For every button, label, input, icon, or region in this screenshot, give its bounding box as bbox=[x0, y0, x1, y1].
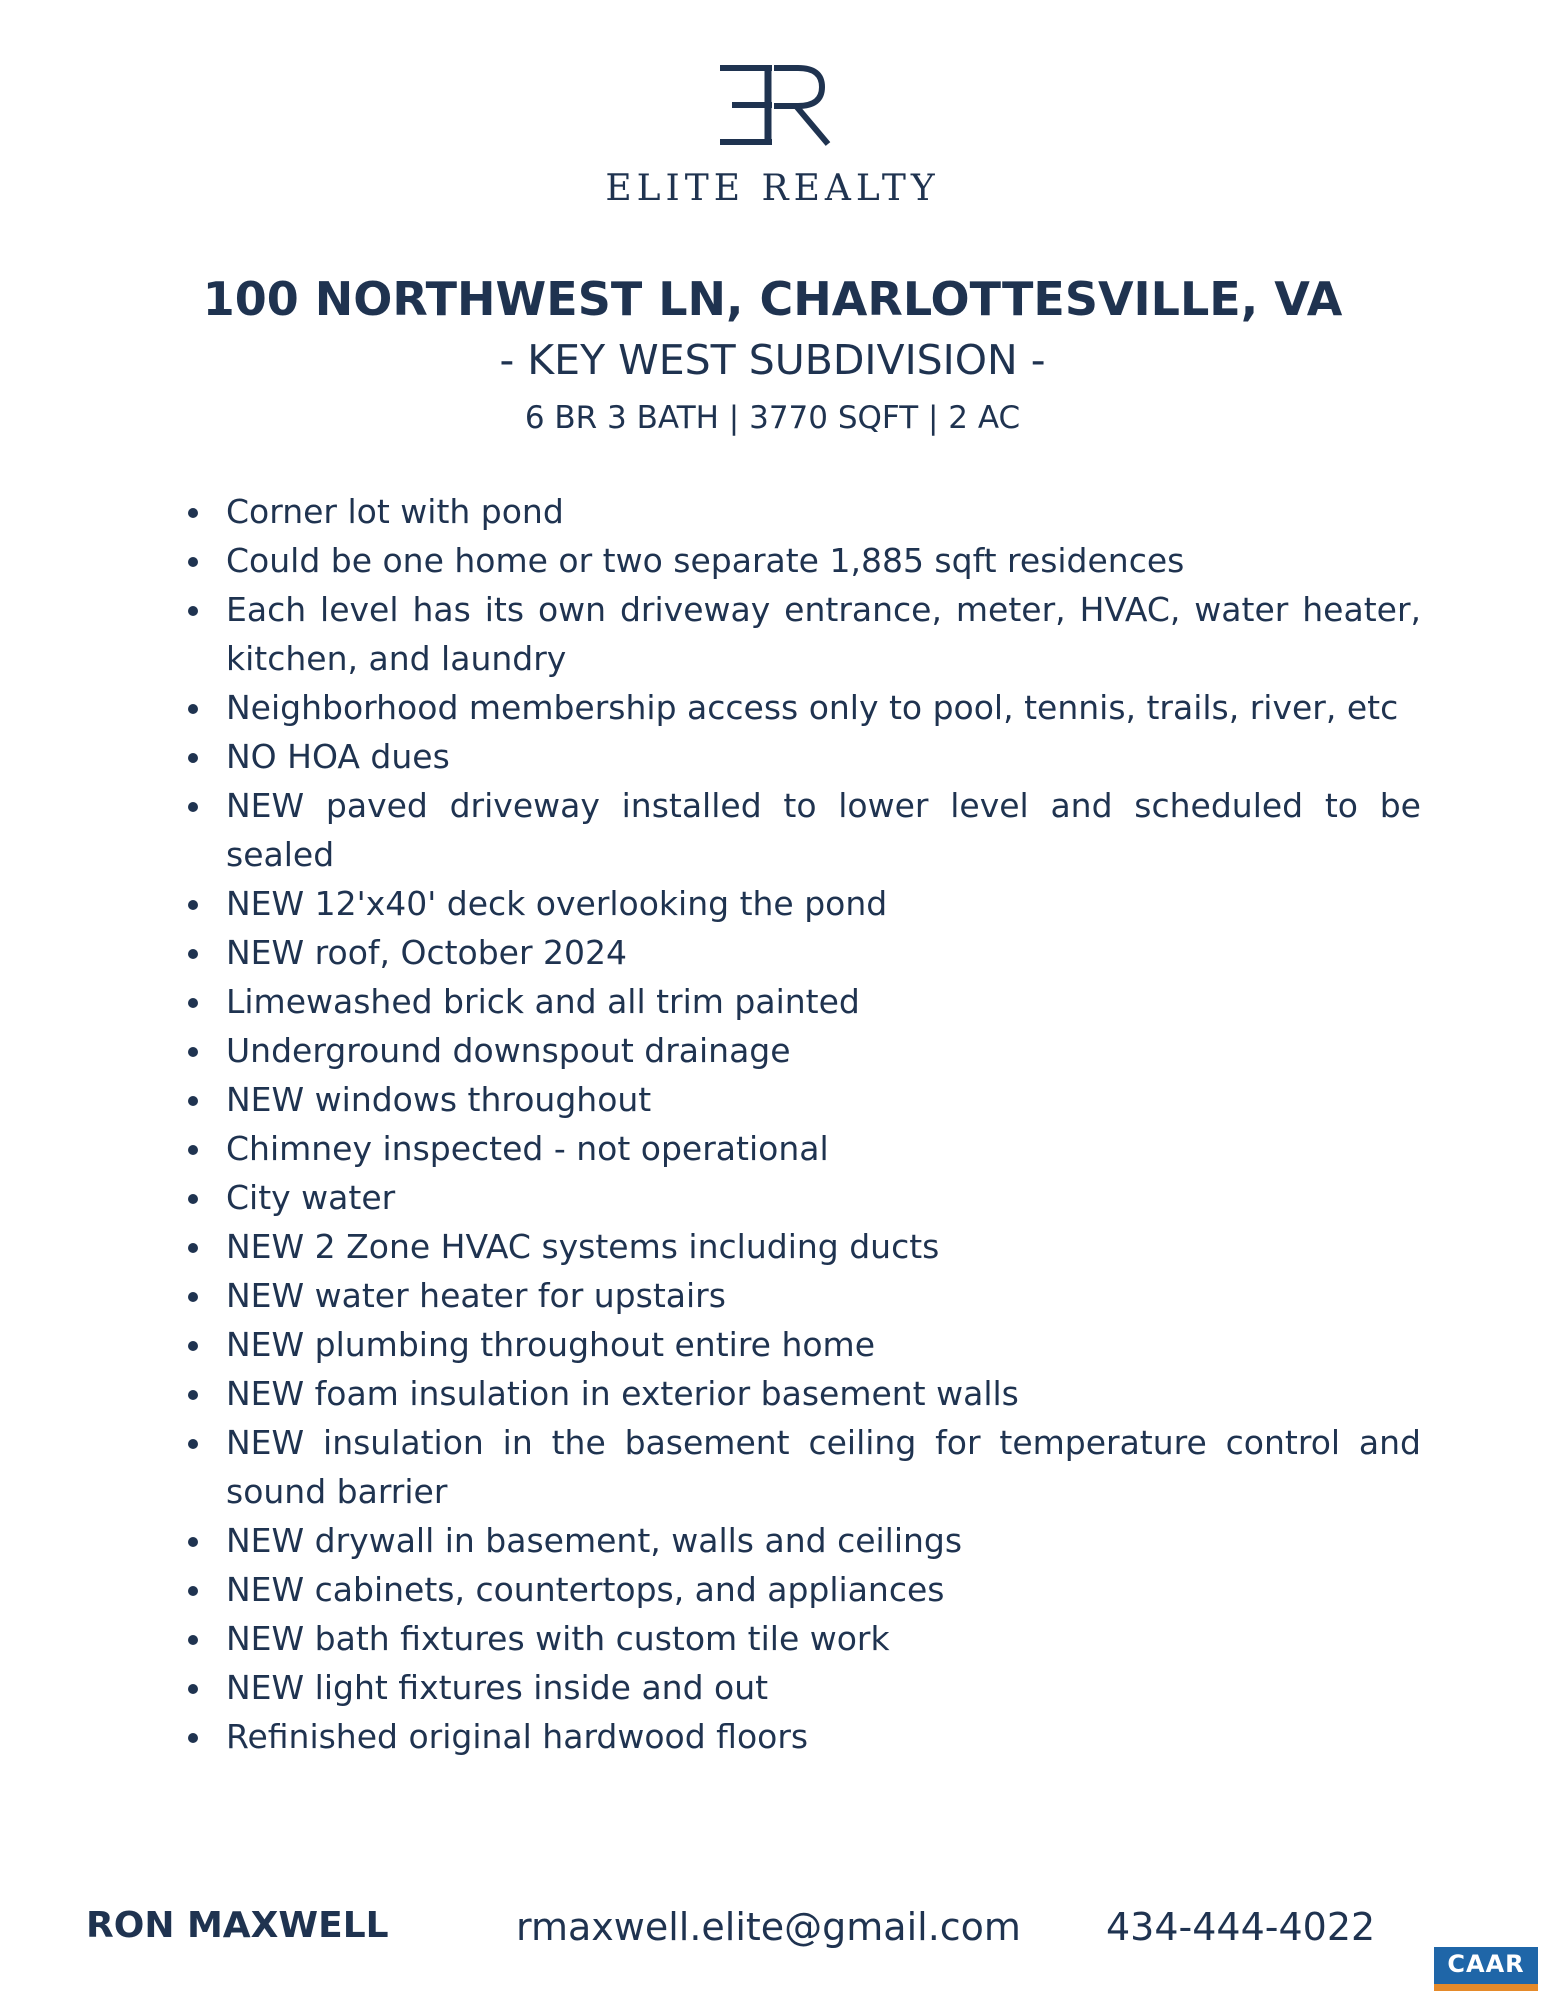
feature-item bbox=[226, 732, 1421, 781]
feature-item bbox=[226, 1369, 1421, 1418]
feature-item bbox=[226, 1516, 1421, 1565]
feature-text: Limewashed brick and all trim painted bbox=[226, 982, 860, 1021]
feature-text: NEW cabinets, countertops, and appliances bbox=[226, 1570, 945, 1609]
bullet-icon bbox=[188, 1243, 198, 1253]
agent-email[interactable]: rmaxwell.elite@gmail.com bbox=[516, 1905, 1021, 1949]
feature-text: City water bbox=[226, 1178, 396, 1217]
feature-text: Refinished original hardwood floors bbox=[226, 1717, 809, 1756]
bullet-icon bbox=[188, 1096, 198, 1106]
feature-item bbox=[226, 1712, 1421, 1761]
bullet-icon bbox=[188, 900, 198, 910]
feature-text: NEW light fixtures inside and out bbox=[226, 1668, 769, 1707]
feature-text: Neighborhood membership access only to pool, tennis, trails, river, etc bbox=[226, 688, 1399, 727]
feature-item bbox=[226, 1222, 1421, 1271]
bullet-icon bbox=[188, 704, 198, 714]
feature-item bbox=[226, 585, 1421, 683]
feature-text: Each level has its own driveway entrance, meter, HVAC, water heater, kitchen, and laundry bbox=[226, 590, 1421, 678]
bullet-icon bbox=[188, 1586, 198, 1596]
bullet-icon bbox=[188, 1684, 198, 1694]
feature-item bbox=[226, 1663, 1421, 1712]
feature-item bbox=[226, 1124, 1421, 1173]
feature-text: NEW roof, October 2024 bbox=[226, 933, 628, 972]
feature-text: Could be one home or two separate 1,885 sqft residences bbox=[226, 541, 1185, 580]
feature-item bbox=[226, 536, 1421, 585]
feature-item bbox=[226, 1173, 1421, 1222]
feature-item bbox=[226, 928, 1421, 977]
feature-item bbox=[226, 1271, 1421, 1320]
feature-item bbox=[226, 487, 1421, 536]
bullet-icon bbox=[188, 1341, 198, 1351]
feature-item bbox=[226, 879, 1421, 928]
bullet-icon bbox=[188, 998, 198, 1008]
feature-text: NEW water heater for upstairs bbox=[226, 1276, 726, 1315]
bullet-icon bbox=[188, 1635, 198, 1645]
brand-logo bbox=[0, 60, 1545, 209]
bullet-icon bbox=[188, 1047, 198, 1057]
bullet-icon bbox=[188, 1537, 198, 1547]
feature-text: NEW 2 Zone HVAC systems including ducts bbox=[226, 1227, 940, 1266]
feature-item bbox=[226, 1565, 1421, 1614]
bullet-icon bbox=[188, 949, 198, 959]
feature-item bbox=[226, 683, 1421, 732]
feature-text: NEW 12'x40' deck overlooking the pond bbox=[226, 884, 888, 923]
bullet-icon bbox=[188, 1292, 198, 1302]
bullet-icon bbox=[188, 508, 198, 518]
feature-item bbox=[226, 1026, 1421, 1075]
property-specs: 6 BR 3 BATH | 3770 SQFT | 2 AC bbox=[524, 400, 1021, 436]
feature-text: NEW bath fixtures with custom tile work bbox=[226, 1619, 890, 1658]
feature-text: NEW foam insulation in exterior basement walls bbox=[226, 1374, 1019, 1413]
subdivision-name: - KEY WEST SUBDIVISION - bbox=[499, 336, 1046, 384]
feature-item bbox=[226, 1075, 1421, 1124]
brand-name: ELITE REALTY bbox=[605, 168, 940, 209]
er-monogram-icon bbox=[698, 60, 848, 150]
feature-text: Underground downspout drainage bbox=[226, 1031, 791, 1070]
feature-text: Chimney inspected - not operational bbox=[226, 1129, 829, 1168]
feature-text: NO HOA dues bbox=[226, 737, 450, 776]
feature-text: NEW plumbing throughout entire home bbox=[226, 1325, 876, 1364]
property-address: 100 NORTHWEST LN, CHARLOTTESVILLE, VA bbox=[202, 272, 1343, 326]
contact-footer bbox=[0, 1905, 1545, 1965]
agent-phone[interactable]: 434-444-4022 bbox=[1106, 1905, 1376, 1949]
feature-text: Corner lot with pond bbox=[226, 492, 564, 531]
bullet-icon bbox=[188, 557, 198, 567]
bullet-icon bbox=[188, 606, 198, 616]
feature-item bbox=[226, 781, 1421, 879]
bullet-icon bbox=[188, 802, 198, 812]
bullet-icon bbox=[188, 1390, 198, 1400]
bullet-icon bbox=[188, 1145, 198, 1155]
feature-item bbox=[226, 1614, 1421, 1663]
agent-name: RON MAXWELL bbox=[86, 1905, 389, 1946]
feature-item bbox=[226, 977, 1421, 1026]
bullet-icon bbox=[188, 1194, 198, 1204]
bullet-icon bbox=[188, 1439, 198, 1449]
feature-text: NEW paved driveway installed to lower level and scheduled to be sealed bbox=[226, 786, 1421, 874]
feature-text: NEW drywall in basement, walls and ceilings bbox=[226, 1521, 963, 1560]
feature-list bbox=[182, 487, 1421, 1761]
bullet-icon bbox=[188, 753, 198, 763]
caar-badge: CAAR bbox=[1434, 1947, 1538, 1991]
feature-text: NEW windows throughout bbox=[226, 1080, 652, 1119]
bullet-icon bbox=[188, 1733, 198, 1743]
feature-item bbox=[226, 1320, 1421, 1369]
feature-item bbox=[226, 1418, 1421, 1516]
feature-text: NEW insulation in the basement ceiling for temperature control and sound barrier bbox=[226, 1423, 1421, 1511]
